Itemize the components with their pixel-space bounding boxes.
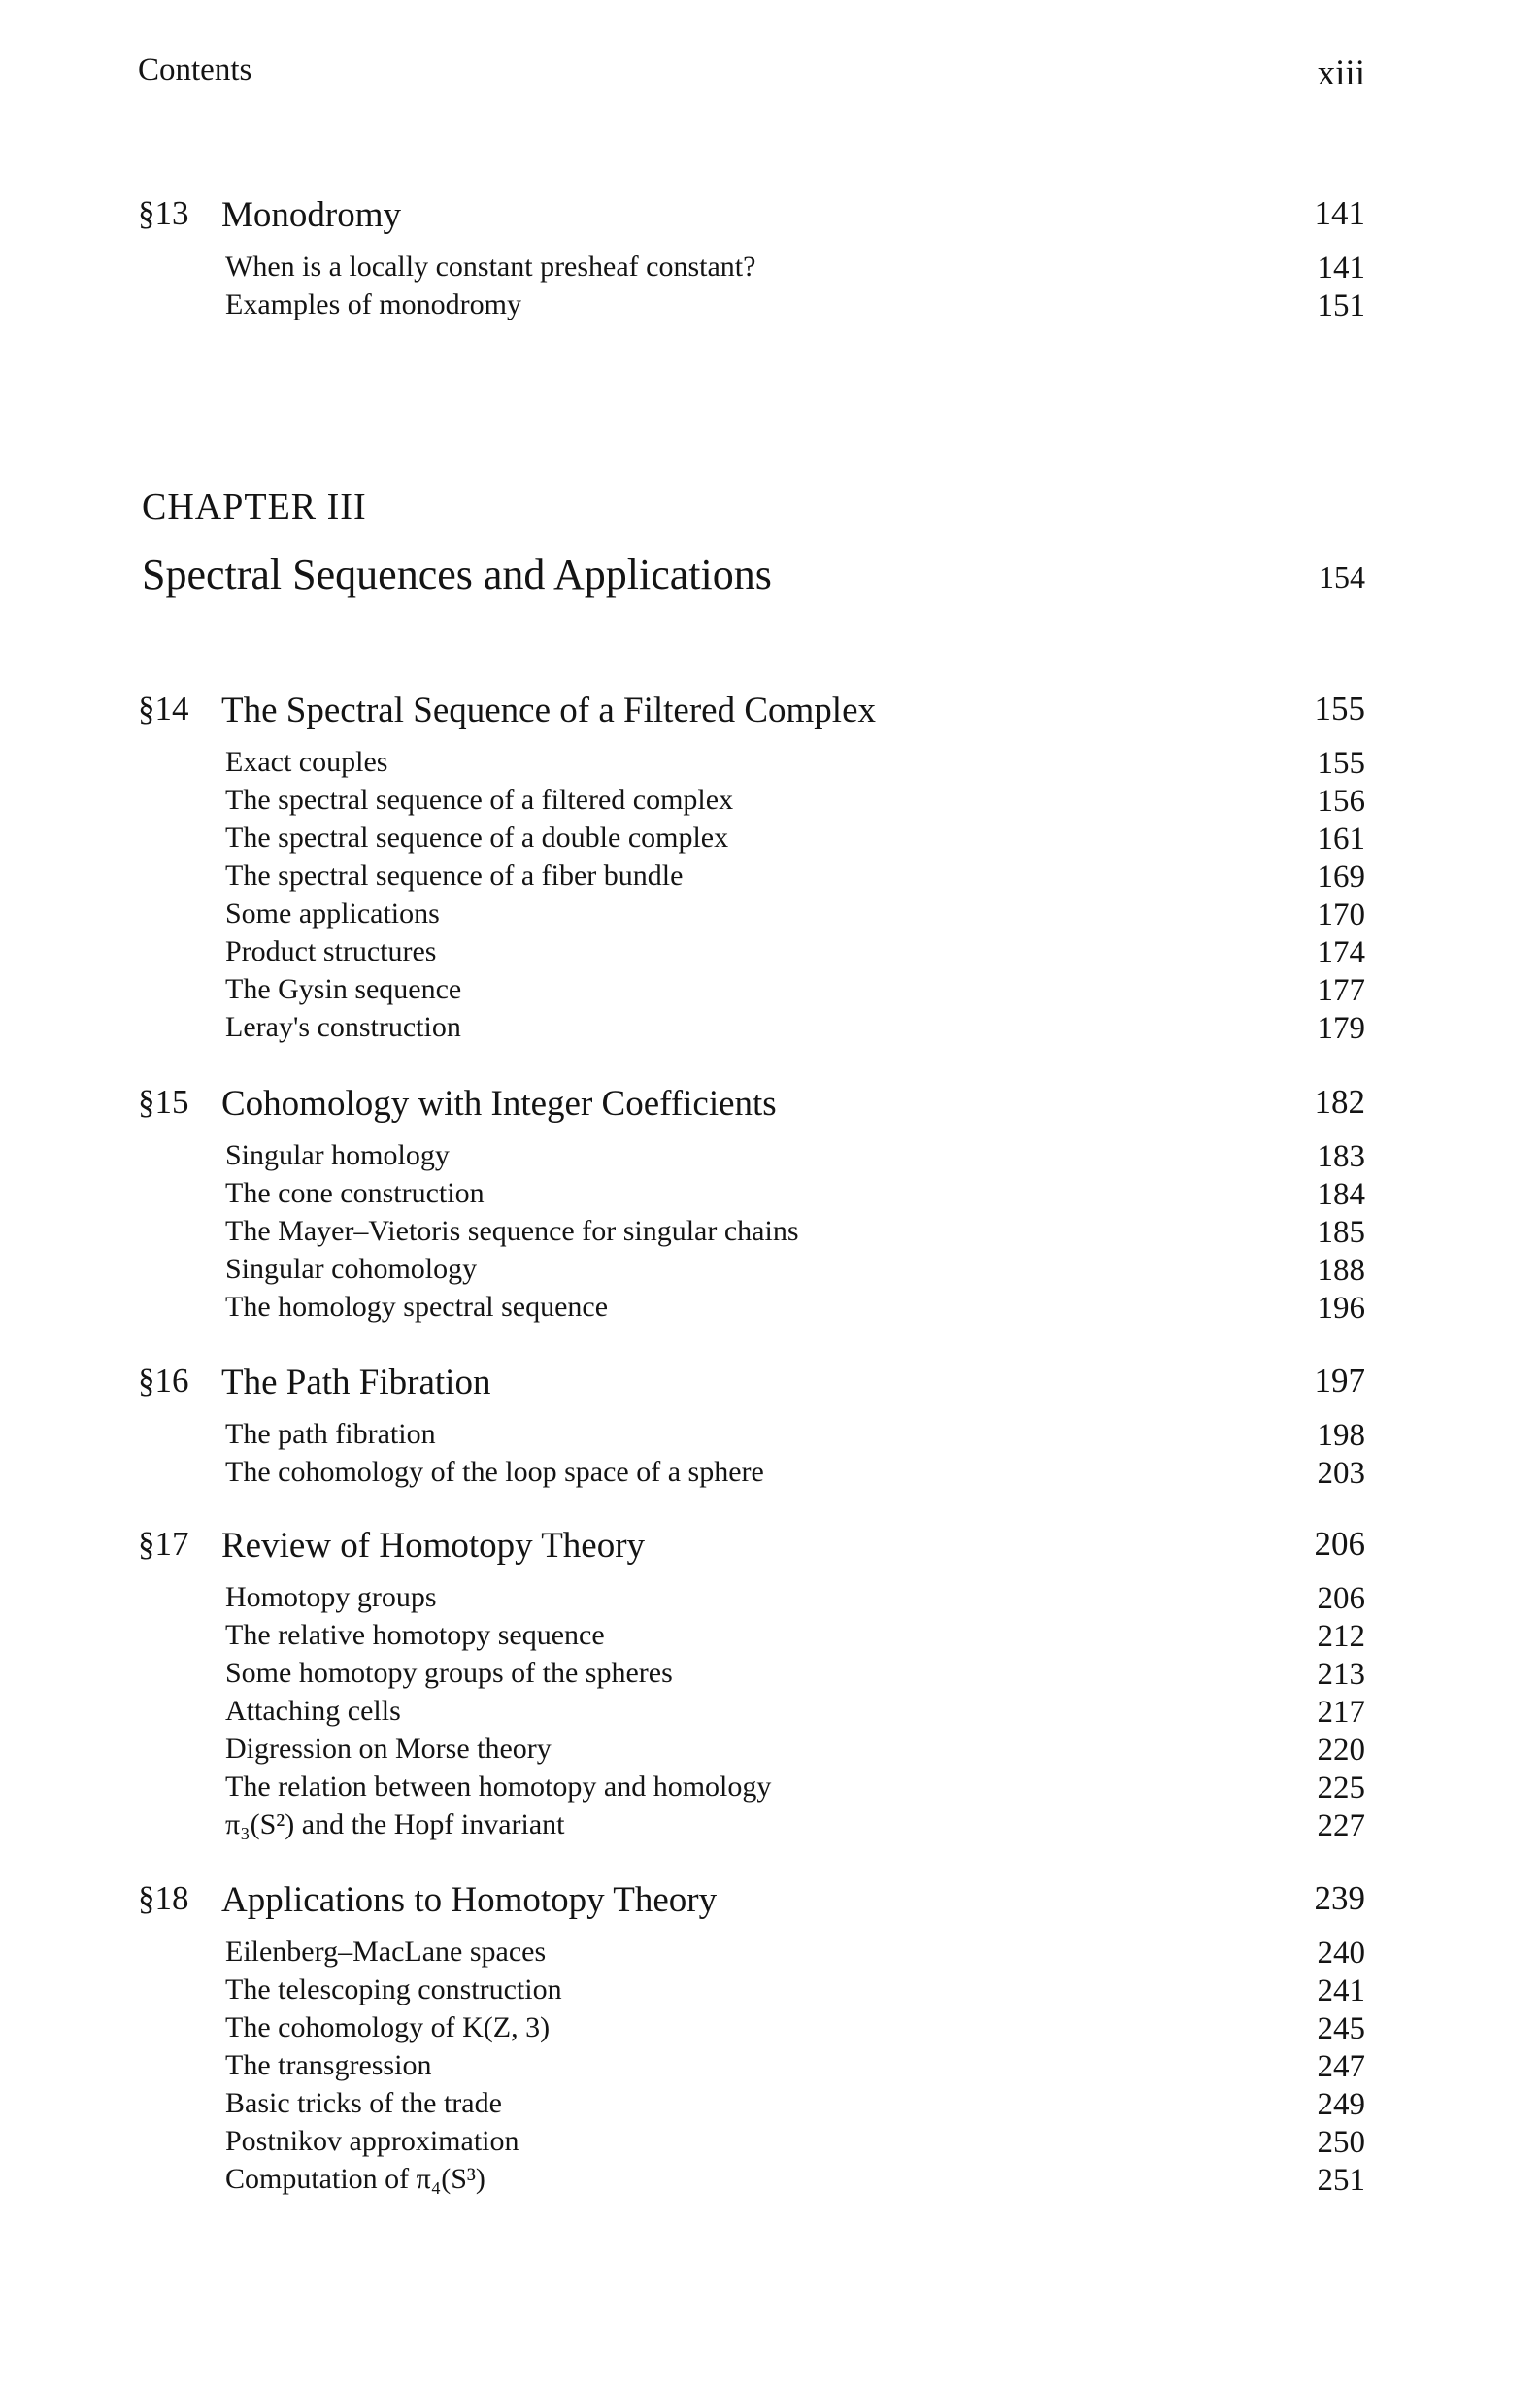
toc-section-17	[0, 1525, 1540, 1846]
toc-entry[interactable]	[0, 2049, 1540, 2087]
entry-title: The relation between homotopy and homology	[225, 1770, 772, 1803]
entry-title: The Mayer–Vietoris sequence for singular chains	[225, 1215, 799, 1247]
entry-page: 245	[1317, 2011, 1365, 2046]
toc-entry[interactable]	[0, 251, 1540, 288]
subsection-list	[0, 1139, 1540, 1329]
entry-page: 206	[1317, 1581, 1365, 1616]
entry-page: 156	[1317, 784, 1365, 819]
section-heading[interactable]	[0, 1525, 1540, 1573]
entry-title: The path fibration	[225, 1418, 436, 1450]
toc-entry[interactable]	[0, 1973, 1540, 2011]
entry-title: The Gysin sequence	[225, 973, 462, 1005]
section-heading[interactable]	[0, 1083, 1540, 1131]
entry-page: 212	[1317, 1619, 1365, 1654]
section-number: §14	[138, 690, 189, 727]
section-number: §15	[138, 1083, 189, 1121]
toc-entry[interactable]	[0, 1418, 1540, 1456]
entry-title: When is a locally constant presheaf constant?	[225, 251, 756, 283]
entry-title: The spectral sequence of a double complex	[225, 822, 729, 854]
section-number: §13	[138, 194, 189, 232]
entry-title: The homology spectral sequence	[225, 1291, 609, 1323]
section-page: 239	[1314, 1879, 1365, 1917]
entry-title: Singular homology	[225, 1139, 450, 1171]
section-page: 197	[1314, 1362, 1365, 1399]
toc-entry[interactable]	[0, 1253, 1540, 1291]
entry-page: 169	[1317, 859, 1365, 894]
section-title: The Path Fibration	[221, 1363, 491, 1402]
toc-entry[interactable]	[0, 2087, 1540, 2125]
entry-title: The relative homotopy sequence	[225, 1619, 605, 1651]
section-number: §18	[138, 1879, 189, 1917]
entry-page: 203	[1317, 1456, 1365, 1491]
entry-page: 188	[1317, 1253, 1365, 1288]
running-head-title: Contents	[138, 52, 252, 87]
entry-page: 241	[1317, 1973, 1365, 2008]
toc-entry[interactable]	[0, 1139, 1540, 1177]
toc-entry[interactable]	[0, 1619, 1540, 1657]
toc-section-16	[0, 1362, 1540, 1494]
toc-entry[interactable]	[0, 2011, 1540, 2049]
subsection-list	[0, 1581, 1540, 1846]
subsection-list	[0, 1936, 1540, 2201]
toc-section-13	[0, 194, 1540, 326]
entry-title: Digression on Morse theory	[225, 1733, 552, 1765]
entry-page: 227	[1317, 1808, 1365, 1843]
entry-page: 247	[1317, 2049, 1365, 2084]
entry-title: The telescoping construction	[225, 1973, 562, 2005]
section-title: Cohomology with Integer Coefficients	[221, 1084, 777, 1124]
entry-page: 151	[1317, 288, 1365, 323]
chapter-title-row[interactable]	[142, 550, 1365, 608]
section-page: 141	[1314, 194, 1365, 232]
entry-page: 198	[1317, 1418, 1365, 1453]
toc-entry[interactable]	[0, 2125, 1540, 2163]
section-title: Review of Homotopy Theory	[221, 1526, 646, 1566]
entry-page: 240	[1317, 1936, 1365, 1971]
toc-section-14	[0, 690, 1540, 1049]
entry-title: Computation of π₄(S³)	[225, 2163, 485, 2195]
toc-entry[interactable]	[0, 1770, 1540, 1808]
section-title: The Spectral Sequence of a Filtered Complex	[221, 691, 877, 730]
toc-entry[interactable]	[0, 1581, 1540, 1619]
entry-title: The spectral sequence of a filtered complex	[225, 784, 734, 816]
chapter-label: CHAPTER III	[142, 487, 367, 527]
section-number: §16	[138, 1362, 189, 1399]
entry-page: 183	[1317, 1139, 1365, 1174]
entry-page: 220	[1317, 1733, 1365, 1768]
entry-title: Eilenberg–MacLane spaces	[225, 1936, 547, 1968]
entry-title: Leray's construction	[225, 1011, 461, 1043]
entry-page: 213	[1317, 1657, 1365, 1692]
toc-section-18	[0, 1879, 1540, 2201]
entry-title: The cohomology of K(Z, 3)	[225, 2011, 551, 2043]
toc-entry[interactable]	[0, 1657, 1540, 1695]
entry-title: Product structures	[225, 935, 437, 967]
entry-page: 196	[1317, 1291, 1365, 1326]
section-heading[interactable]	[0, 1362, 1540, 1410]
toc-section-15	[0, 1083, 1540, 1329]
toc-entry[interactable]	[0, 1808, 1540, 1846]
subsection-list	[0, 1418, 1540, 1494]
entry-title: The cone construction	[225, 1177, 485, 1209]
toc-entry[interactable]	[0, 1011, 1540, 1049]
running-head	[138, 52, 1365, 91]
entry-title: Exact couples	[225, 746, 388, 778]
toc-entry[interactable]	[0, 784, 1540, 822]
section-heading[interactable]	[0, 690, 1540, 738]
section-page: 206	[1314, 1525, 1365, 1563]
entry-page: 249	[1317, 2087, 1365, 2122]
entry-title: Homotopy groups	[225, 1581, 437, 1613]
chapter-title: Spectral Sequences and Applications	[142, 551, 772, 598]
toc-entry[interactable]	[0, 1177, 1540, 1215]
entry-page: 174	[1317, 935, 1365, 970]
toc-entry[interactable]	[0, 1936, 1540, 1973]
entry-page: 177	[1317, 973, 1365, 1008]
section-heading[interactable]	[0, 1879, 1540, 1928]
toc-entry[interactable]	[0, 822, 1540, 859]
entry-title: Postnikov approximation	[225, 2125, 519, 2157]
section-page: 182	[1314, 1083, 1365, 1121]
entry-page: 161	[1317, 822, 1365, 857]
chapter-heading	[142, 486, 1365, 608]
toc-entry[interactable]	[0, 935, 1540, 973]
toc-entry[interactable]	[0, 1291, 1540, 1329]
entry-page: 141	[1317, 251, 1365, 286]
toc-entry[interactable]	[0, 859, 1540, 897]
entry-title: Basic tricks of the trade	[225, 2087, 502, 2119]
section-heading[interactable]	[0, 194, 1540, 243]
toc-entry[interactable]	[0, 288, 1540, 326]
toc-entry[interactable]	[0, 2163, 1540, 2201]
page-number: xiii	[1317, 53, 1365, 93]
entry-title: The transgression	[225, 2049, 432, 2081]
section-title: Applications to Homotopy Theory	[221, 1880, 718, 1920]
entry-title: Some applications	[225, 897, 440, 929]
toc-entry[interactable]	[0, 1215, 1540, 1253]
toc-entry[interactable]	[0, 1456, 1540, 1494]
section-number: §17	[138, 1525, 189, 1563]
toc-entry[interactable]	[0, 1733, 1540, 1770]
entry-title: Examples of monodromy	[225, 288, 521, 320]
entry-page: 251	[1317, 2163, 1365, 2198]
entry-title: Singular cohomology	[225, 1253, 478, 1285]
toc-entry[interactable]	[0, 746, 1540, 784]
subsection-list	[0, 746, 1540, 1049]
entry-page: 225	[1317, 1770, 1365, 1805]
entry-page: 184	[1317, 1177, 1365, 1212]
entry-title: Attaching cells	[225, 1695, 401, 1727]
entry-page: 155	[1317, 746, 1365, 781]
section-page: 155	[1314, 690, 1365, 727]
section-title: Monodromy	[221, 195, 401, 235]
toc-entry[interactable]	[0, 897, 1540, 935]
entry-page: 217	[1317, 1695, 1365, 1730]
chapter-page: 154	[1319, 559, 1365, 594]
entry-title: Some homotopy groups of the spheres	[225, 1657, 673, 1689]
entry-title: The cohomology of the loop space of a sphere	[225, 1456, 764, 1488]
subsection-list	[0, 251, 1540, 326]
entry-title: π₃(S²) and the Hopf invariant	[225, 1808, 565, 1840]
toc-entry[interactable]	[0, 1695, 1540, 1733]
entry-page: 185	[1317, 1215, 1365, 1250]
toc-entry[interactable]	[0, 973, 1540, 1011]
entry-page: 170	[1317, 897, 1365, 932]
entry-page: 250	[1317, 2125, 1365, 2160]
entry-title: The spectral sequence of a fiber bundle	[225, 859, 684, 892]
entry-page: 179	[1317, 1011, 1365, 1046]
